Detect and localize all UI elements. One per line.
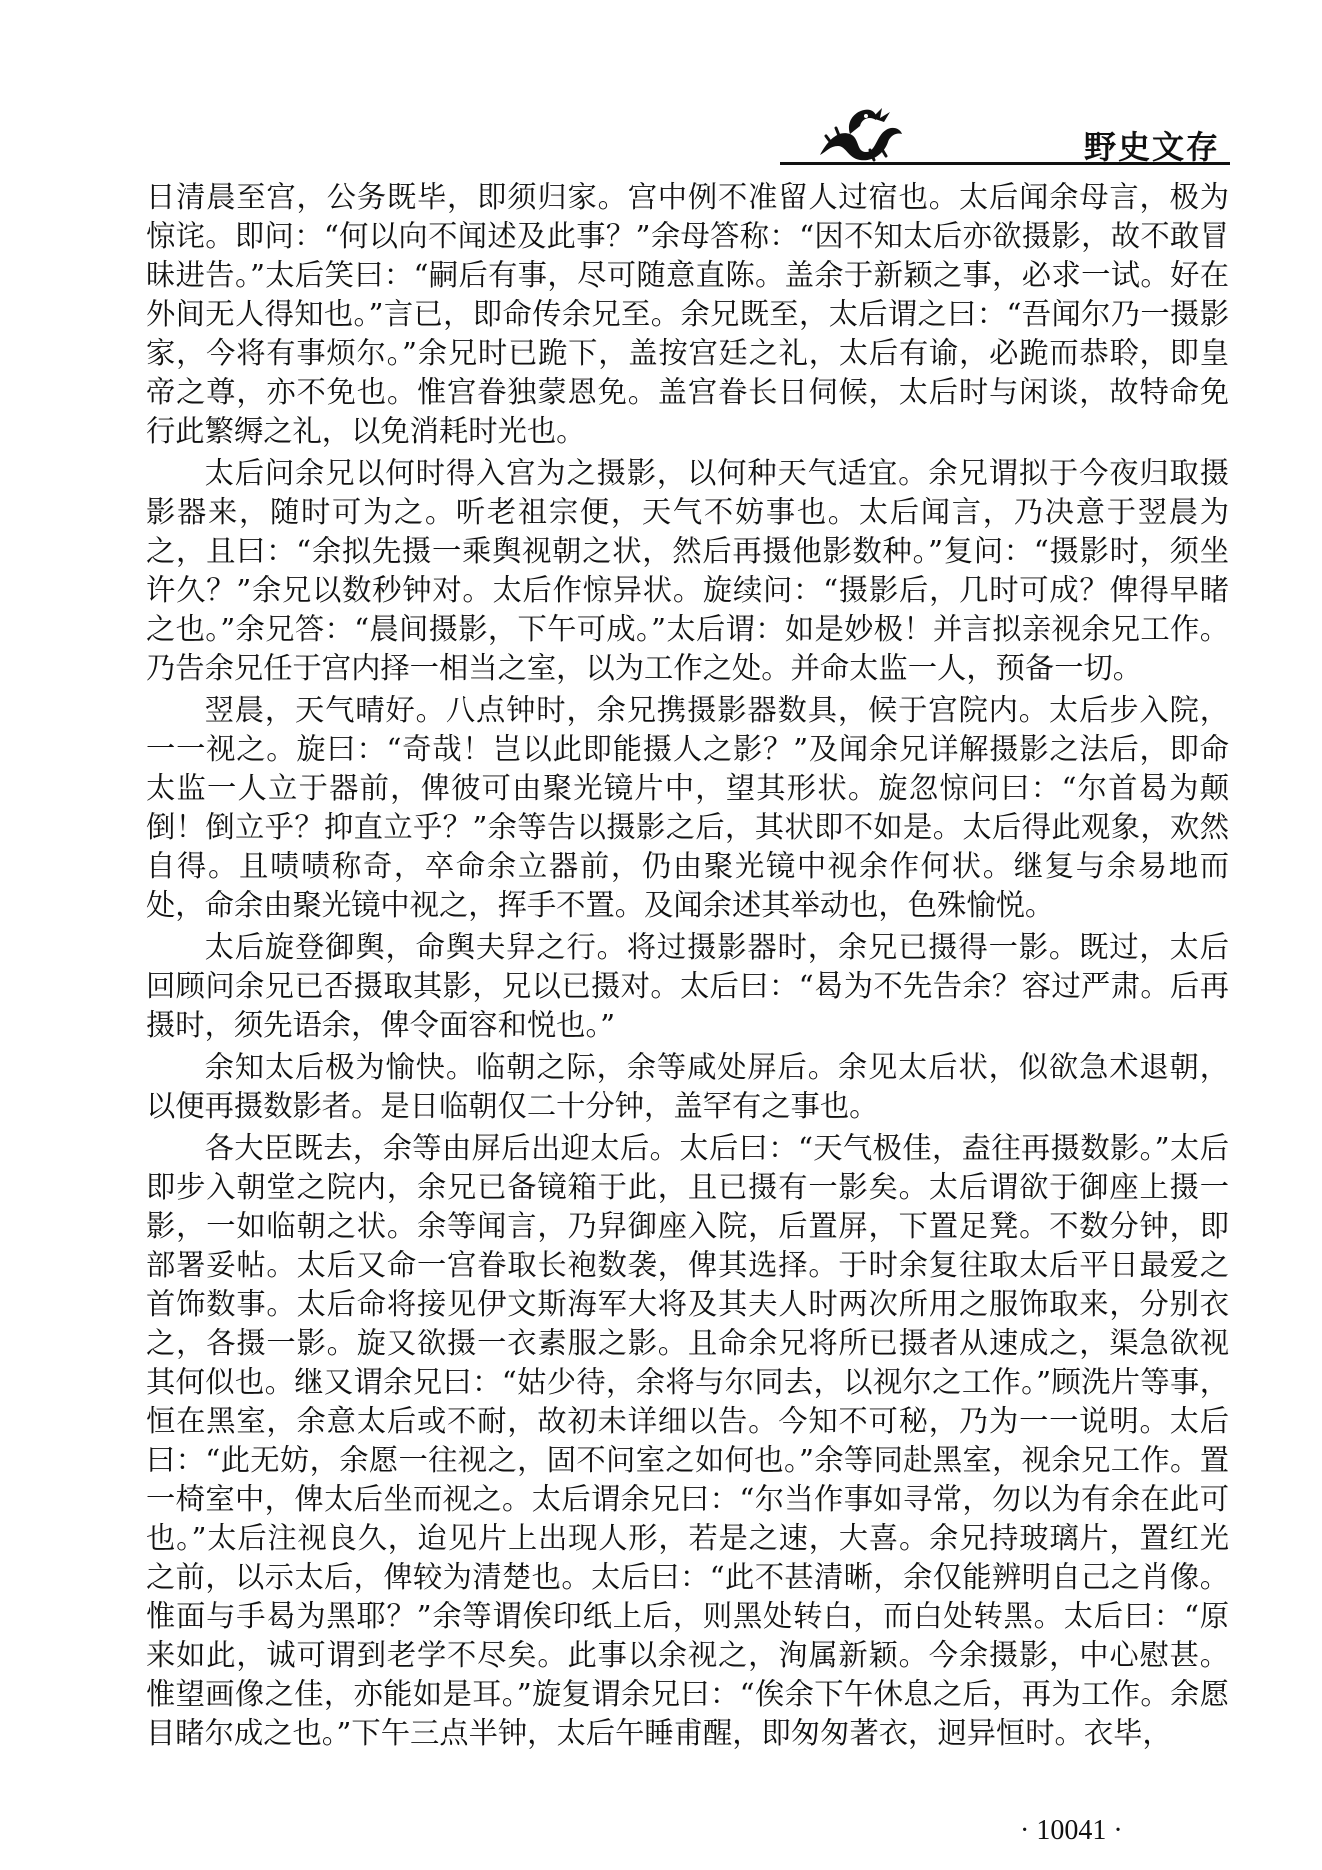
paragraph: 各大臣既去，余等由屏后出迎太后。太后曰：“天气极佳，盍往再摄数影。”太后即步入朝堂之院内，余兄已备镜箱于此，且已摄有一影矣。太后谓欲于御座上摄一影，一如临朝之状。余等闻言，乃舁御座入院，后置屏，下置足凳。不数分钟，即部署妥帖。太后又命一宫眷取长袍数袭，俾其选择。于时余复往取太后平日最爱之首饰数事。太后命将接见伊文斯海军大将及其夫人时两次所用之服饰取来，分别衣之，各摄一影。旋又欲摄一衣素服之影。且命余兄将所已摄者从速成之，渠急欲视其何似也。继又谓余兄曰：“姑少待，余将与尔同去，以视尔之工作。”顾洗片等事，恒在黑室，余意太后或不耐，故初未详细以告。今知不可秘，乃为一一说明。太后曰：“此无妨，余愿一往视之，固不问室之如何也。”余等同赴黑室，视余兄工作。置一椅室中，俾太后坐而视之。太后谓余兄曰：“尔当作事如寻常，勿以为有余在此可也。”太后注视良久，迨见片上出现人形，若是之速，大喜。余兄持玻璃片，置红光之前，以示太后，俾较为清楚也。太后曰：“此不甚清晰，余仅能辨明自己之肖像。惟面与手曷为黑耶？”余等谓俟印纸上后，则黑处转白，而白处转黑。太后曰：“原来如此，诚可谓到老学不尽矣。此事以余视之，洵属新颖。今余摄影，中心慰甚。惟望画像之佳，亦能如是耳。”旋复谓余兄曰：“俟余下午休息之后，再为工作。余愿目睹尔成之也。”下午三点半钟，太后午睡甫醒，即匆匆著衣，迥异恒时。衣毕， — [146, 1131, 1229, 1750]
paragraph: 太后旋登御舆，命舆夫舁之行。将过摄影器时，余兄已摄得一影。既过，太后回顾问余兄已否摄取其影，兄以已摄对。太后曰：“曷为不先告余？容过严肃。后再摄时，须先语余，俾令面容和悦也。” — [146, 930, 1229, 1042]
dragon-emblem-icon — [810, 100, 910, 168]
running-header — [780, 100, 1230, 170]
paragraph: 太后问余兄以何时得入宫为之摄影，以何种天气适宜。余兄谓拟于今夜归取摄影器来，随时可为之。听老祖宗便，天气不妨事也。太后闻言，乃决意于翌晨为之，且曰：“余拟先摄一乘舆视朝之状，然后再摄他影数种。”复问：“摄影时，须坐许久？”余兄以数秒钟对。太后作惊异状。旋续问：“摄影后，几时可成？俾得早睹之也。”余兄答：“晨间摄影，下午可成。”太后谓：如是妙极！并言拟亲视余兄工作。乃告余兄任于宫内择一相当之室，以为工作之处。并命太监一人，预备一切。 — [146, 456, 1229, 685]
paragraph: 翌晨，天气晴好。八点钟时，余兄携摄影器数具，候于宫院内。太后步入院，一一视之。旋曰：“奇哉！岂以此即能摄人之影？”及闻余兄详解摄影之法后，即命太监一人立于器前，俾彼可由聚光镜片中，望其形状。旋忽惊问曰：“尔首曷为颠倒！倒立乎？抑直立乎？”余等告以摄影之后，其状即不如是。太后得此观象，欢然自得。且啧啧称奇，卒命余立器前，仍由聚光镜中视余作何状。继复与余易地而处，命余由聚光镜中视之，挥手不置。及闻余述其举动也，色殊愉悦。 — [146, 693, 1229, 922]
running-header-title: 野史文存 — [1083, 128, 1220, 166]
body-text — [146, 178, 1229, 1756]
paragraph: 日清晨至宫，公务既毕，即须归家。宫中例不准留人过宿也。太后闻余母言，极为惊诧。即问：“何以向不闻述及此事？”余母答称：“因不知太后亦欲摄影，故不敢冒昧进告。”太后笑曰：“嗣后有事，尽可随意直陈。盖余于新颖之事，必求一试。好在外间无人得知也。”言已，即命传余兄至。余兄既至，太后谓之曰：“吾闻尔乃一摄影家，今将有事烦尔。”余兄时已跪下，盖按宫廷之礼，太后有谕，必跪而恭聆，即皇帝之尊，亦不免也。惟宫眷独蒙恩免。盖宫眷长日伺候，太后时与闲谈，故特命免行此繁缛之礼，以免消耗时光也。 — [146, 180, 1229, 448]
page-number: · 10041 · — [1020, 1815, 1123, 1846]
paragraph: 余知太后极为愉快。临朝之际，余等咸处屏后。余见太后状，似欲急术退朝，以便再摄数影者。是日临朝仅二十分钟，盖罕有之事也。 — [146, 1050, 1229, 1123]
